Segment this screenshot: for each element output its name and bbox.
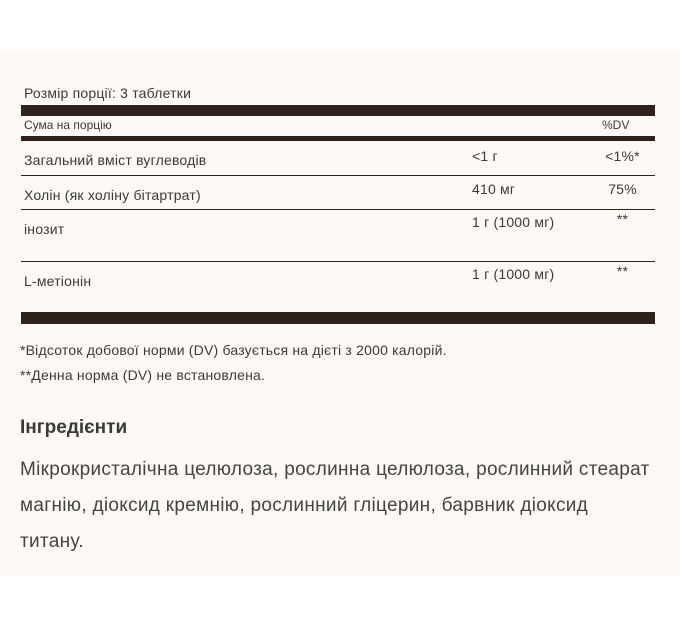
dv-header: %DV	[602, 118, 630, 132]
nutrient-name: L-метіонін	[24, 273, 92, 289]
footnote-not-established: **Денна норма (DV) не встановлена.	[20, 367, 266, 383]
bottom-thick-rule	[21, 312, 655, 324]
nutrient-amount: 1 г (1000 мг)	[472, 266, 555, 282]
ingredients-text: Мікрокристалічна целюлоза, рослинна целюлоза, рослинний стеарат магнію, діоксид кремнію, рослинний гліцерин, барвник діоксид титану.	[20, 459, 650, 552]
nutrient-amount: 410 мг	[472, 181, 516, 197]
top-thick-rule	[21, 105, 655, 116]
nutrient-name: Холін (як холіну бітартрат)	[24, 187, 201, 203]
nutrient-amount: <1 г	[472, 148, 498, 164]
nutrient-amount: 1 г (1000 мг)	[472, 214, 555, 230]
nutrient-dv: <1%*	[605, 148, 640, 164]
nutrient-dv: **	[616, 263, 629, 279]
amount-per-serving-header: Сума на порцію	[24, 118, 112, 132]
footnote-dv: *Відсоток добової норми (DV) базується на дієті з 2000 калорій.	[20, 342, 447, 358]
nutrient-name: інозит	[24, 221, 65, 237]
nutrient-dv: 75%	[608, 181, 637, 197]
nutrient-dv: **	[616, 211, 629, 227]
serving-size: Розмір порції: 3 таблетки	[24, 85, 192, 101]
ingredients-title: Інгредієнти	[20, 417, 128, 438]
header-rule	[21, 136, 655, 141]
nutrient-name: Загальний вміст вуглеводів	[24, 152, 207, 168]
